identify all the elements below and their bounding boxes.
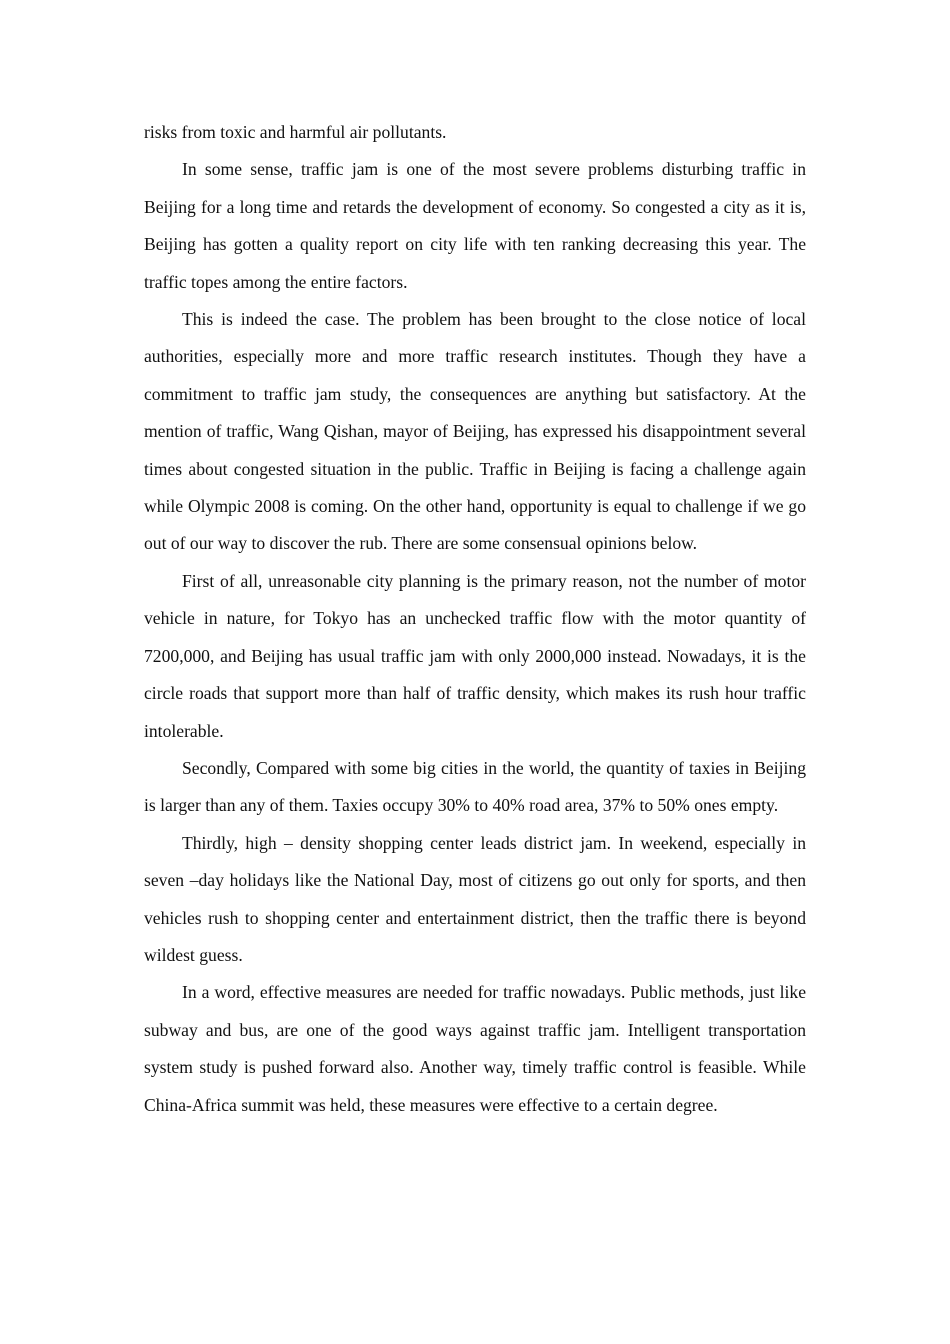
paragraph-traffic-jam-severity: In some sense, traffic jam is one of the most severe problems disturbing traffic in Beijing for a long time and retards the development of economy. So congested a city as it is, Beijing has gotten a quality report on city life with ten ranking decreasing this year. The traffic topes among the entire factors. — [144, 159, 806, 292]
paragraph-measures: In a word, effective measures are needed for traffic nowadays. Public methods, just like subway and bus, are one of the good ways against traffic jam. Intelligent transportation system study is pushed forward also. Another way, timely traffic control is feasible. While China-Africa summit was held, these measures were effective to a certain degree. — [144, 982, 806, 1115]
paragraph-shopping-center: Thirdly, high – density shopping center leads district jam. In weekend, especially in seven –day holidays like the National Day, most of citizens go out only for sports, and then vehicles rush to shopping center and entertainment district, then the traffic there is beyond wildest guess. — [144, 832, 806, 965]
paragraph-taxies: Secondly, Compared with some big cities in the world, the quantity of taxies in Beijing is larger than any of them. Taxies occupy 30% to 40% road area, 37% to 50% ones empty. — [144, 757, 806, 816]
document-body — [144, 114, 806, 1124]
paragraph-authorities-notice: This is indeed the case. The problem has been brought to the close notice of local authorities, especially more and more traffic research institutes. Though they have a commitment to traffic jam study, the consequences are anything but satisfactory. At the mention of traffic, Wang Qishan, mayor of Beijing, has expressed his disappointment several times about congested situation in the public. Traffic in Beijing is facing a challenge again while Olympic 2008 is coming. On the other hand, opportunity is equal to challenge if we go out of our way to discover the rub. There are some consensual opinions below. — [144, 309, 806, 554]
paragraph-continuation: risks from toxic and harmful air pollutants. — [144, 122, 447, 142]
paragraph-city-planning: First of all, unreasonable city planning is the primary reason, not the number of motor vehicle in nature, for Tokyo has an unchecked traffic flow with the motor quantity of 7200,000, and Beijing has usual traffic jam with only 2000,000 instead. Nowadays, it is the circle roads that support more than half of traffic density, which makes its rush hour traffic intolerable. — [144, 570, 806, 741]
